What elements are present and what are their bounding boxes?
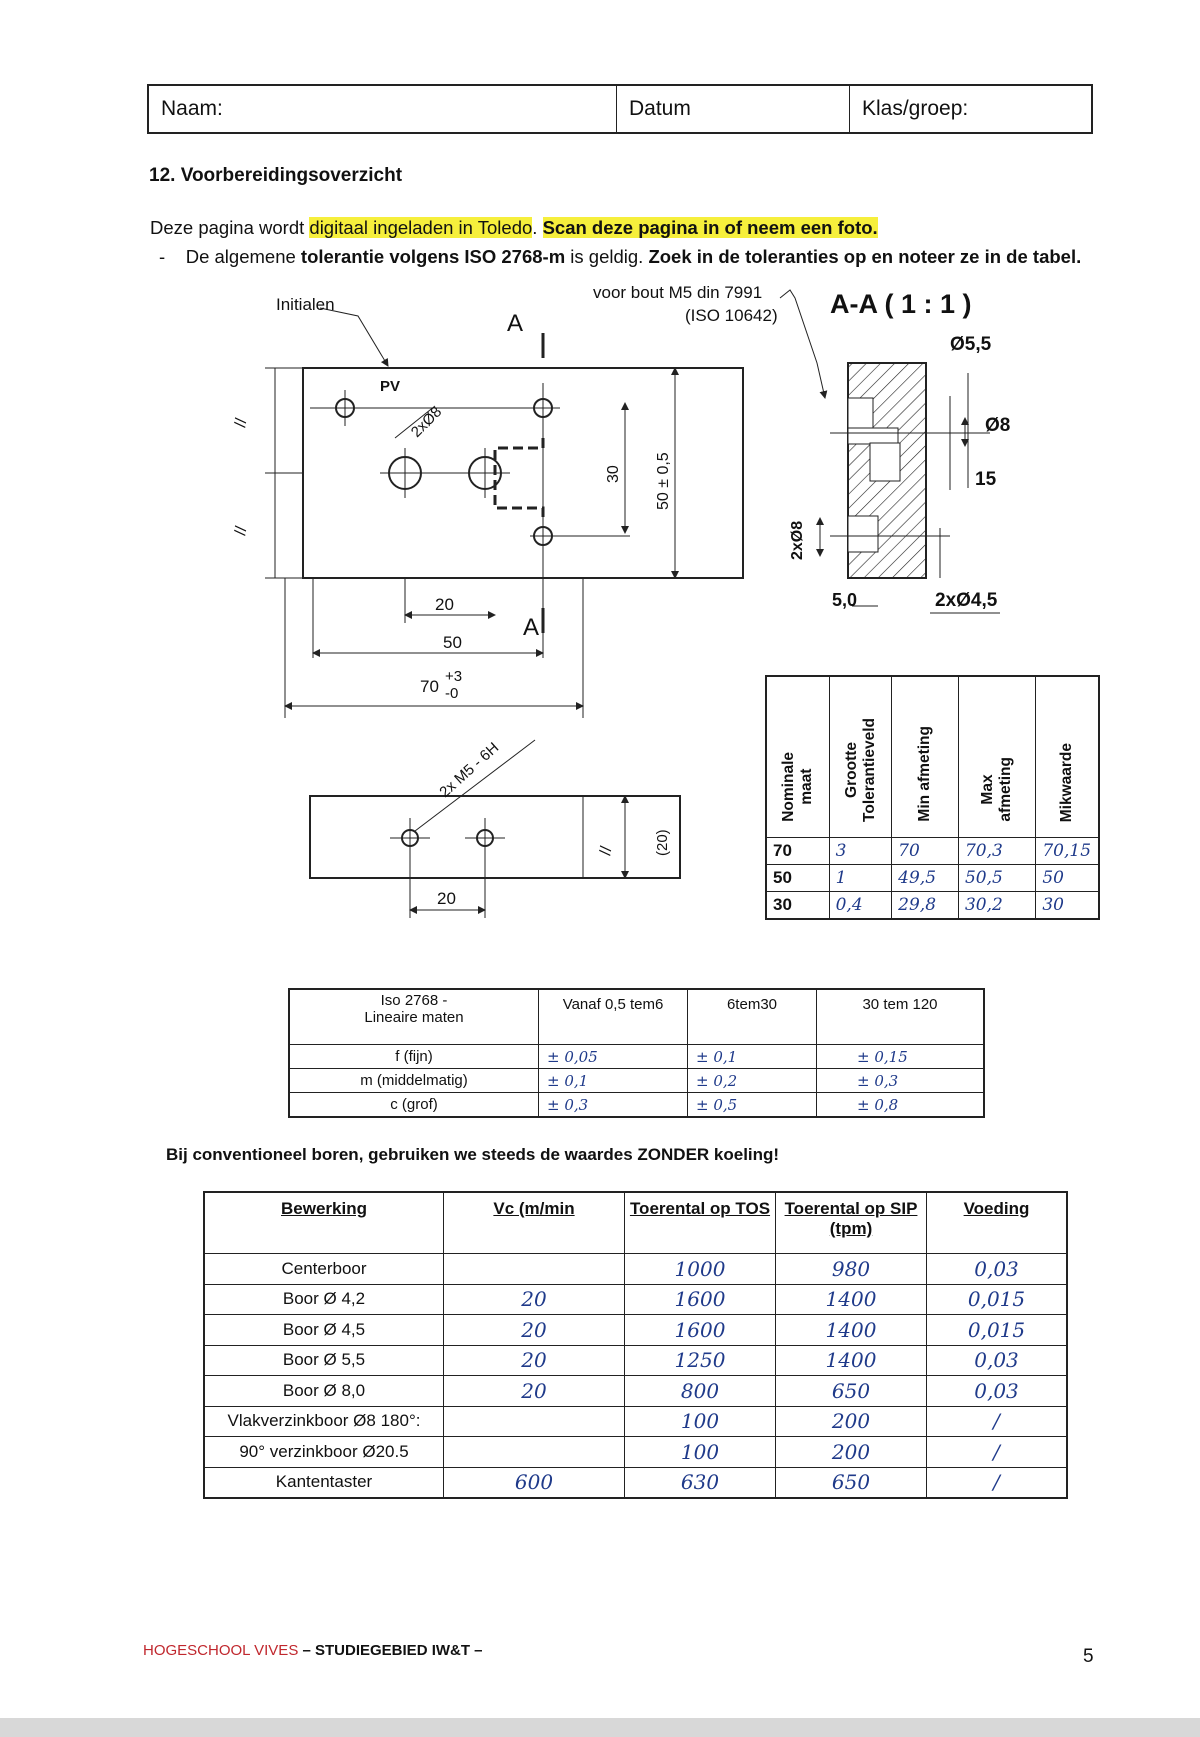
top-view-outline [303, 368, 743, 578]
drilling-table [203, 1191, 1068, 1499]
drill-header-operation: Bewerking [204, 1192, 444, 1254]
dim-20-top: 20 [435, 595, 454, 614]
section-view-title: A-A ( 1 : 1 ) [830, 289, 972, 319]
dim-70-lower: -0 [445, 685, 459, 702]
dim-d8: Ø8 [985, 415, 1011, 436]
parallel-mark-3: // [597, 844, 616, 857]
bullet-part-4: Zoek in de toleranties op en noteer ze in de tabel. [648, 246, 1082, 267]
table-row: 30 0,4 29,8 30,2 30 [766, 892, 1099, 920]
dim-2x8: 2xØ8 [407, 403, 446, 441]
instruction-bullet [159, 246, 1081, 268]
drill-header-feed: Voeding [927, 1192, 1068, 1254]
table-row: Boor Ø 5,5 20 1250 1400 0,03 [204, 1345, 1067, 1376]
col-target: Mikwaarde [1036, 676, 1099, 838]
drill-header-vc: Vc (m/min [444, 1192, 625, 1254]
col-max: Max afmeting [958, 676, 1035, 838]
page-edge [0, 1718, 1200, 1737]
iso-header-3: 30 tem 120 [817, 989, 985, 1045]
iso-2768-table [288, 988, 985, 1118]
intro-highlight-2: Scan deze pagina in of neem een foto. [542, 217, 878, 238]
parallel-mark-2: // [232, 524, 251, 537]
iso-header-1: Vanaf 0,5 tem6 [539, 989, 688, 1045]
iso-header-2: 6tem30 [688, 989, 817, 1045]
bullet-marker: - [159, 246, 166, 267]
table-row: f (fijn) ± 0,05 ± 0,1 ± 0,15 [289, 1045, 984, 1069]
intro-part-1: Deze pagina wordt [150, 217, 310, 238]
dim-d55: Ø5,5 [950, 334, 992, 355]
dim-20-front: 20 [437, 889, 456, 908]
table-row: m (middelmatig) ± 0,1 ± 0,2 ± 0,3 [289, 1069, 984, 1093]
initials-label: Initialen [276, 295, 335, 314]
dim-15: 15 [975, 469, 997, 490]
bolt-note-2: (ISO 10642) [685, 306, 778, 325]
table-row: Boor Ø 8,0 20 800 650 0,03 [204, 1376, 1067, 1407]
parallel-mark-1: // [232, 416, 251, 429]
dim-50-tol: 50 ± 0,5 [655, 452, 672, 510]
section-mark-top: A [507, 310, 524, 337]
dim-2x8-side: 2xØ8 [789, 520, 806, 560]
table-row: c (grof) ± 0,3 ± 0,5 ± 0,8 [289, 1093, 984, 1118]
intro-part-3: . [532, 217, 543, 238]
dim-30: 30 [605, 465, 622, 483]
bullet-part-2: tolerantie volgens ISO 2768-m [300, 246, 566, 267]
section-mark-bottom: A [523, 614, 540, 641]
page-number: 5 [1083, 1646, 1094, 1667]
drilling-note: Bij conventioneel boren, gebruiken we steeds de waardes ZONDER koeling! [166, 1145, 780, 1164]
thread-label: 2x M5 - 6H [436, 739, 503, 801]
bolt-note-1: voor bout M5 din 7991 [593, 283, 763, 302]
initials-value: PV [380, 378, 401, 395]
footer-school: HOGESCHOOL VIVES [143, 1642, 299, 1659]
date-field-label: Datum [617, 85, 850, 133]
bullet-part-1: De algemene [185, 246, 301, 267]
table-row: 70 3 70 70,3 70,15 [766, 838, 1099, 865]
dim-50-bottom: 50 [443, 633, 462, 652]
dim-2x45: 2xØ4,5 [935, 590, 998, 611]
dim-20-paren: (20) [654, 829, 671, 856]
table-row: 90° verzinkboor Ø20.5 100 200 / [204, 1437, 1067, 1468]
intro-highlight-1: digitaal ingeladen in Toledo [309, 217, 533, 238]
table-row: Kantentaster 600 630 650 / [204, 1467, 1067, 1498]
table-row: Vlakverzinkboor Ø8 180°: 100 200 / [204, 1406, 1067, 1437]
class-field-label: Klas/groep: [850, 85, 1093, 133]
dim-70-upper: +3 [445, 668, 463, 685]
col-tolerance: Grootte Tolerantieveld [829, 676, 892, 838]
drill-header-tos: Toerental op TOS [625, 1192, 776, 1254]
footer-department: – STUDIEGEBIED IW&T – [298, 1642, 483, 1659]
footer [143, 1642, 483, 1659]
bullet-part-3: is geldig. [565, 246, 649, 267]
table-row: Boor Ø 4,2 20 1600 1400 0,015 [204, 1284, 1067, 1315]
table-row: Boor Ø 4,5 20 1600 1400 0,015 [204, 1315, 1067, 1346]
dim-70: 70 [420, 677, 439, 696]
col-min: Min afmeting [892, 676, 959, 838]
table-row: Centerboor 1000 980 0,03 [204, 1254, 1067, 1285]
dim-50-side: 5,0 [832, 590, 858, 610]
measurement-table [765, 675, 1100, 920]
table-row: 50 1 49,5 50,5 50 [766, 865, 1099, 892]
name-field-label: Naam: [148, 85, 617, 133]
iso-header-0: Iso 2768 - Lineaire maten [289, 989, 539, 1045]
header-table [147, 84, 1093, 134]
drill-header-sip: Toerental op SIP (tpm) [776, 1192, 927, 1254]
section-title: 12. Voorbereidingsoverzicht [149, 165, 403, 186]
col-nominal: Nominale maat [766, 676, 829, 838]
intro-text [150, 217, 878, 239]
